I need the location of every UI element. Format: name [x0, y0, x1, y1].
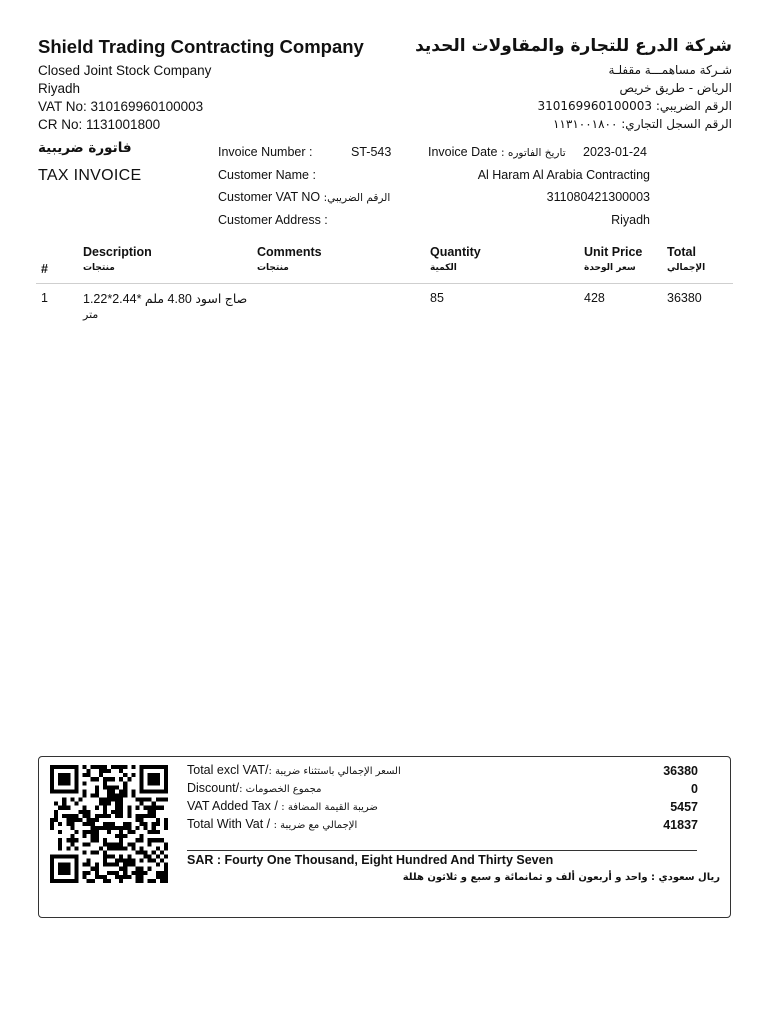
th-total-ar: الإجمالي — [667, 263, 706, 273]
discount-label-ar: مجموع الخصومات : — [239, 784, 322, 795]
total-excl-vat-value: 36380 — [663, 764, 698, 778]
customer-vat-label-ar: الرقم الضريبي: — [323, 192, 391, 204]
amount-in-words-en: SAR : Fourty One Thousand, Eight Hundred And Thirty Seven — [187, 853, 554, 867]
th-quantity-en: Quantity — [430, 245, 481, 259]
invoice-date-label-en: Invoice Date — [428, 145, 498, 159]
th-description-ar: منتجات — [83, 263, 115, 273]
total-excl-vat-label — [187, 763, 401, 777]
customer-address: Riyadh — [611, 213, 650, 227]
th-comments-ar: منتجات — [257, 263, 289, 273]
row-description-line2: متر — [83, 308, 99, 321]
company-name-en: Shield Trading Contracting Company — [38, 36, 364, 57]
customer-vat: 311080421300003 — [546, 190, 650, 204]
vat-added-label — [187, 799, 378, 813]
company-name-ar: شركة الدرع للتجارة والمقاولات الحديد — [415, 36, 732, 56]
qr-code-icon — [48, 765, 170, 883]
th-comments-en: Comments — [257, 245, 322, 259]
customer-name-label: Customer Name : — [218, 168, 316, 182]
th-total-en: Total — [667, 245, 696, 259]
customer-vat-label-en: Customer VAT NO — [218, 190, 321, 204]
customer-vat-label — [218, 190, 390, 204]
customer-name: Al Haram Al Arabia Contracting — [477, 168, 650, 182]
row-total: 36380 — [667, 291, 702, 305]
table-header-divider — [36, 283, 733, 284]
row-unit-price: 428 — [584, 291, 605, 305]
invoice-number: ST-543 — [351, 145, 392, 159]
row-description: صاج اسود 4.80 ملم *2.44*1.22 — [83, 292, 248, 306]
th-num: # — [41, 262, 48, 276]
vat-added-value: 5457 — [670, 800, 698, 814]
total-with-vat-value: 41837 — [663, 818, 698, 832]
vat-added-label-ar: ضريبة القيمة المضافة : — [281, 802, 378, 813]
discount-label-en: Discount/ — [187, 781, 240, 795]
total-excl-vat-label-ar: السعر الإجمالي باستثناء ضريبة : — [268, 766, 401, 777]
row-num: 1 — [41, 291, 48, 305]
total-with-vat-label-en: Total With Vat / — [187, 817, 271, 831]
customer-address-label: Customer Address : — [218, 213, 328, 227]
company-cr-en: CR No: 1131001800 — [38, 117, 161, 132]
invoice-number-label: Invoice Number : — [218, 145, 313, 159]
invoice-date: 2023-01-24 — [583, 145, 647, 159]
company-cr-ar: الرقم السجل التجاري: ١١٣١٠٠١٨٠٠ — [552, 117, 732, 131]
summary-divider — [187, 850, 697, 851]
row-quantity: 85 — [430, 291, 444, 305]
company-type-en: Closed Joint Stock Company — [38, 63, 212, 78]
th-description-en: Description — [83, 245, 152, 259]
th-unit-price-en: Unit Price — [584, 245, 643, 259]
company-address-ar: الرياض - طريق خريص — [619, 81, 732, 95]
invoice-date-label — [428, 145, 566, 159]
invoice-title-en: TAX INVOICE — [38, 167, 142, 184]
discount-label — [187, 781, 322, 795]
invoice-title-ar: فاتورة ضريبية — [38, 140, 132, 156]
company-city-en: Riyadh — [38, 81, 81, 96]
vat-added-label-en: VAT Added Tax / — [187, 799, 278, 813]
company-type-ar: شـركة مساهمـــة مقفلـة — [608, 63, 732, 77]
discount-value: 0 — [691, 782, 698, 796]
total-with-vat-label — [187, 817, 357, 831]
total-excl-vat-label-en: Total excl VAT/ — [187, 763, 269, 777]
total-with-vat-label-ar: الإجمالي مع ضريبة : — [273, 820, 358, 831]
company-vat-en: VAT No: 310169960100003 — [38, 99, 204, 114]
th-unit-price-ar: سعر الوحدة — [584, 263, 636, 273]
invoice-date-label-ar: تاريخ الفاتوره : — [500, 147, 566, 159]
th-quantity-ar: الكمية — [430, 263, 457, 273]
amount-in-words-ar: ريال سعودي : واحد و أربعون ألف و ثمانمائة و سبع و ثلاثون هللة — [402, 872, 720, 883]
company-vat-ar: الرقم الضريبي: 310169960100003 — [537, 99, 732, 113]
